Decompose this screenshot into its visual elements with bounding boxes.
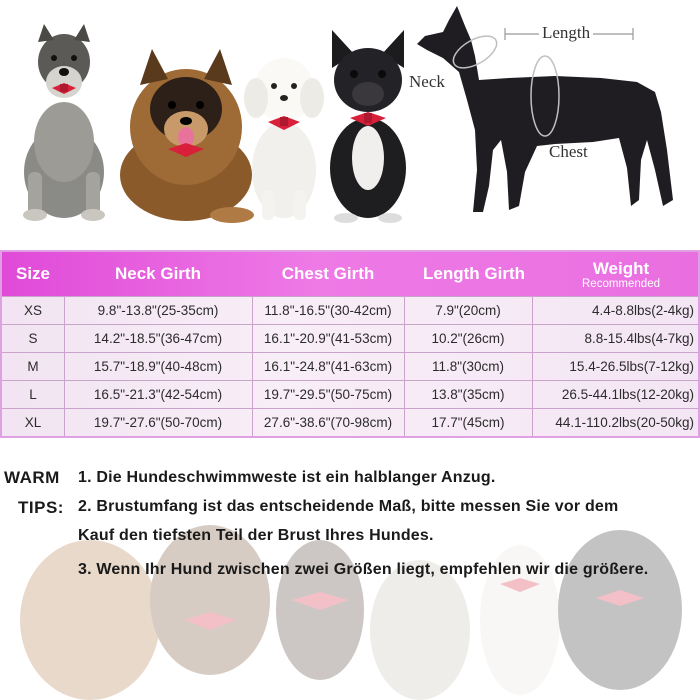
- cell-weight: 4.4-8.8lbs(2-4kg): [591, 303, 694, 318]
- table-row: [2, 352, 698, 380]
- cell-chest: 11.8"-16.5"(30-42cm): [264, 303, 392, 318]
- table-row: [2, 296, 698, 324]
- cell-weight: 15.4-26.5lbs(7-12kg): [569, 359, 694, 374]
- cell-neck: 14.2"-18.5"(36-47cm): [93, 331, 223, 346]
- dog-photo-strip: [0, 0, 700, 235]
- chest-label: Chest: [549, 142, 588, 161]
- cell-chest: 27.6"-38.6"(70-98cm): [263, 415, 393, 430]
- warm-tips-label-line1: WARM: [4, 468, 60, 487]
- cell-chest: 16.1"-24.8"(41-63cm): [263, 359, 393, 374]
- header-size: Size: [15, 264, 51, 283]
- header-length-girth: Length Girth: [423, 264, 525, 283]
- table-header: [2, 252, 698, 296]
- cell-neck: 16.5"-21.3"(42-54cm): [93, 387, 223, 402]
- cell-length: 17.7"(45cm): [431, 415, 505, 430]
- cell-neck: 15.7"-18.9"(40-48cm): [93, 359, 223, 374]
- warm-tips-label-line2: TIPS:: [18, 498, 64, 517]
- tip-2: 2. Brustumfang ist das entscheidende Maß, bitte messen Sie vor dem: [78, 498, 619, 515]
- cell-length: 10.2"(26cm): [431, 331, 505, 346]
- schnauzer-photo: [8, 22, 120, 222]
- tip-1: 1. Die Hundeschwimmweste ist ein halblanger Anzug.: [78, 469, 496, 486]
- header-chest-girth: Chest Girth: [281, 264, 375, 283]
- cell-size: XL: [24, 415, 42, 430]
- maltese-photo: [238, 50, 330, 222]
- table-row: [2, 408, 698, 436]
- table-body: [2, 296, 698, 436]
- cell-size: L: [29, 387, 37, 402]
- header-weight-sub: Recommended: [582, 277, 660, 290]
- table-row: [2, 380, 698, 408]
- tip-3: 3. Wenn Ihr Hund zwischen zwei Größen liegt, empfehlen wir die größere.: [78, 561, 649, 578]
- cell-weight: 44.1-110.2lbs(20-50kg): [555, 415, 694, 430]
- cell-neck: 19.7"-27.6"(50-70cm): [93, 415, 223, 430]
- measurement-diagram: [405, 0, 700, 225]
- cell-size: S: [28, 331, 38, 346]
- cell-length: 11.8"(30cm): [431, 359, 505, 374]
- cell-size: XS: [23, 303, 42, 318]
- tip-2-continued: Kauf den tiefsten Teil der Brust Ihres Hundes.: [78, 527, 434, 544]
- cell-weight: 26.5-44.1lbs(12-20kg): [561, 387, 694, 402]
- length-label: Length: [539, 23, 593, 43]
- cell-neck: 9.8"-13.8"(25-35cm): [97, 303, 219, 318]
- cell-length: 13.8"(35cm): [431, 387, 505, 402]
- french-bulldog-photo: [318, 28, 418, 224]
- header-neck-girth: Neck Girth: [115, 264, 201, 283]
- size-chart-table: [0, 250, 700, 438]
- cell-chest: 19.7"-29.5"(50-75cm): [263, 387, 393, 402]
- header-weight: Weight Recommended: [582, 258, 660, 290]
- neck-label: Neck: [409, 72, 445, 91]
- cell-size: M: [27, 359, 39, 374]
- table-row: [2, 324, 698, 352]
- cell-chest: 16.1"-20.9"(41-53cm): [263, 331, 393, 346]
- cell-weight: 8.8-15.4lbs(4-7kg): [584, 331, 694, 346]
- cell-length: 7.9"(20cm): [435, 303, 501, 318]
